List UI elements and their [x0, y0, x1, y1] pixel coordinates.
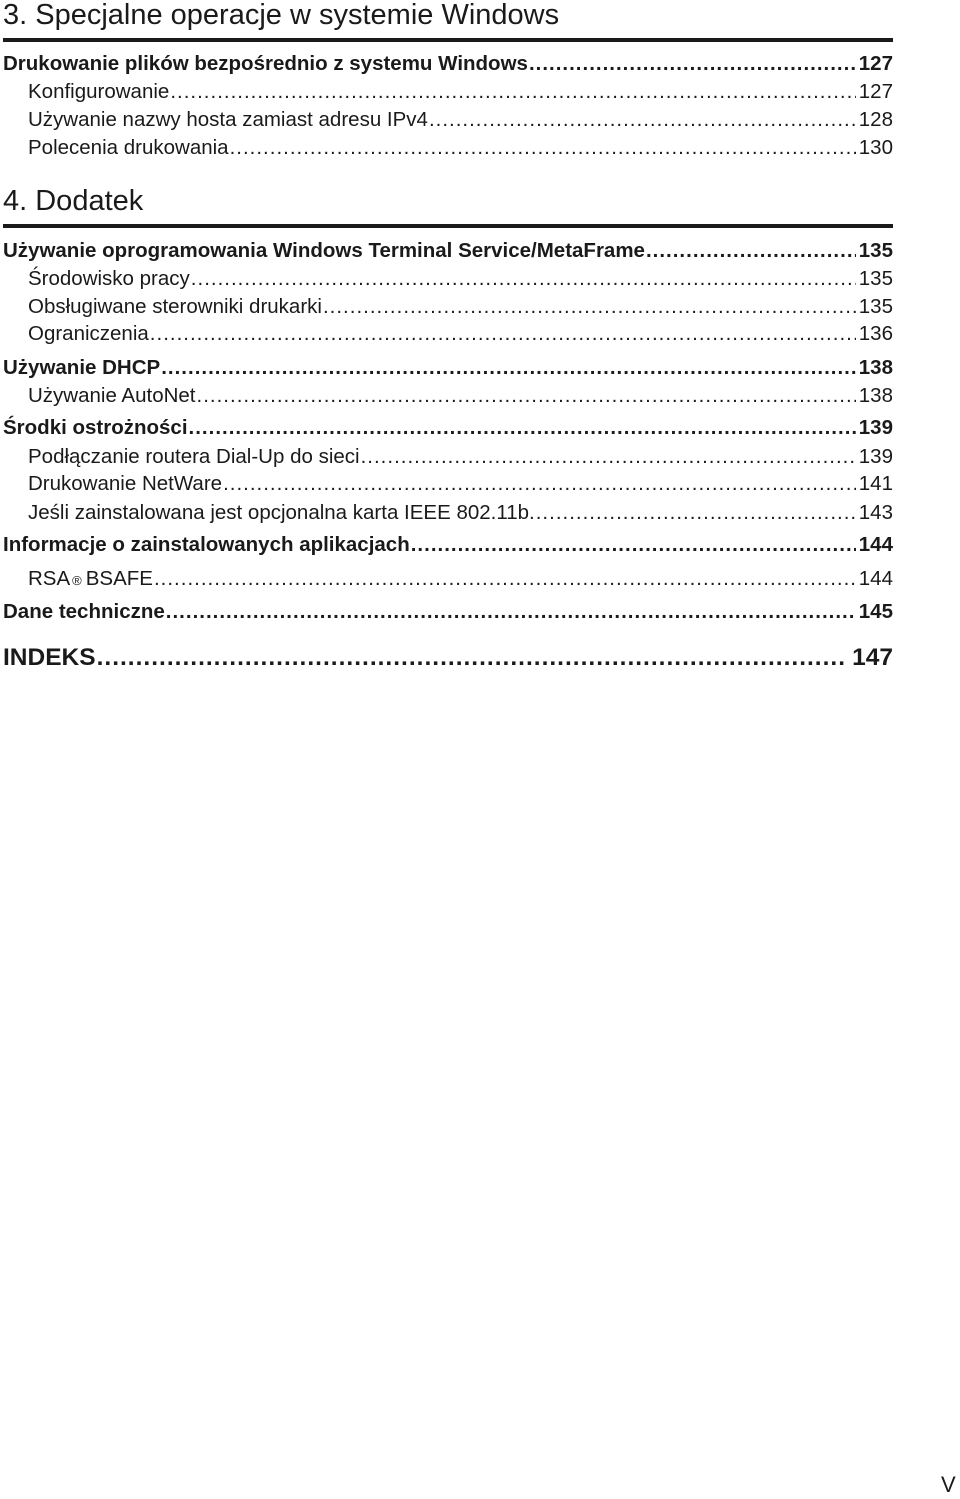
chapter-title: 4. Dodatek [3, 185, 144, 217]
toc-entry[interactable] [3, 533, 893, 557]
dot-leader [536, 501, 856, 525]
toc-page-number: 139 [858, 416, 893, 439]
toc-entry-index[interactable] [3, 644, 893, 672]
dot-leader [150, 322, 856, 346]
toc-entry[interactable] [3, 239, 893, 263]
toc-entry[interactable] [28, 384, 893, 408]
toc-entry-text: Używanie oprogramowania Windows Terminal Service/MetaFrame [3, 239, 645, 262]
dot-leader [161, 356, 856, 380]
toc-entry-text: INDEKS [3, 644, 96, 671]
dot-leader [230, 136, 856, 160]
toc-page-number: 135 [858, 295, 893, 318]
toc-entry[interactable] [28, 108, 893, 132]
toc-entry[interactable] [3, 356, 893, 380]
dot-leader [411, 533, 856, 557]
toc-page-number: 128 [858, 108, 893, 131]
toc-page-number: 130 [858, 136, 893, 159]
toc-entry[interactable]: RSA ® BSAFE ..... 144 [28, 567, 893, 591]
chapter-rule [3, 224, 893, 228]
dot-leader [529, 52, 856, 76]
toc-entry-text: Ograniczenia [28, 322, 149, 345]
toc-entry-text: Używanie DHCP [3, 356, 161, 379]
chapter-title: 3. Specjalne operacje w systemie Windows [3, 0, 560, 31]
toc-entry-text: Polecenia drukowania [28, 136, 229, 159]
dot-leader [97, 644, 847, 672]
chapter-rule [3, 38, 893, 42]
toc-entry[interactable] [28, 295, 893, 319]
toc-entry[interactable] [3, 600, 893, 624]
toc-entry-text: Obsługiwane sterowniki drukarki [28, 295, 322, 318]
toc-page-number: 138 [858, 384, 893, 407]
toc-entry[interactable] [28, 80, 893, 104]
toc-entry-text: Informacje o zainstalowanych aplikacjach [3, 533, 410, 556]
toc-page-number: 144 [858, 567, 893, 590]
toc-page-number: 127 [858, 80, 893, 103]
dot-leader [189, 416, 856, 440]
dot-leader [197, 384, 856, 408]
toc-entry[interactable] [28, 501, 893, 525]
toc-entry[interactable] [3, 52, 893, 76]
toc-page-number: 136 [858, 322, 893, 345]
chapter-3-heading [3, 0, 893, 42]
dot-leader [323, 295, 856, 319]
dot-leader [646, 239, 856, 263]
toc-entry-text: Jeśli zainstalowana jest opcjonalna karta IEEE 802.11b. [28, 501, 535, 524]
toc-page-number: 135 [858, 239, 893, 262]
toc-entry-text: Środki ostrożności [3, 416, 188, 439]
toc-entry[interactable] [3, 416, 893, 440]
dot-leader [154, 567, 856, 591]
toc-entry-text: Drukowanie plików bezpośrednio z systemu Windows [3, 52, 528, 75]
toc-entry[interactable] [28, 445, 893, 469]
dot-leader [166, 600, 856, 624]
dot-leader [191, 267, 856, 291]
toc-entry-text: Dane techniczne [3, 600, 165, 623]
toc-page-number: 147 [852, 644, 893, 671]
dot-leader [223, 472, 856, 496]
toc-entry-text: Podłączanie routera Dial-Up do sieci [28, 445, 360, 468]
toc-entry-text-after: BSAFE [85, 567, 153, 590]
toc-page-number: 135 [858, 267, 893, 290]
toc-page-number: 139 [858, 445, 893, 468]
toc-entry-text: Używanie AutoNet [28, 384, 196, 407]
toc-entry[interactable] [28, 322, 893, 346]
toc-page-number: 144 [858, 533, 893, 556]
toc-entry-text: Drukowanie NetWare [28, 472, 223, 495]
page-folio: V [941, 1472, 956, 1497]
toc-page-number: 143 [858, 501, 893, 524]
toc-entry[interactable] [28, 267, 893, 291]
toc-page-number: 145 [858, 600, 893, 623]
toc-entry-text: Używanie nazwy hosta zamiast adresu IPv4 [28, 108, 428, 131]
toc-page-number: 138 [858, 356, 893, 379]
toc-page-number: 141 [858, 472, 893, 495]
toc-entry[interactable] [28, 136, 893, 160]
dot-leader [361, 445, 856, 469]
toc-entry-text: Środowisko pracy [28, 267, 190, 290]
toc-entry-text: Konfigurowanie [28, 80, 170, 103]
dot-leader [170, 80, 855, 104]
toc-page-number: 127 [858, 52, 893, 75]
toc-entry[interactable] [28, 472, 893, 496]
dot-leader [429, 108, 856, 132]
toc-entry-text: RSA [28, 567, 71, 590]
chapter-4-heading [3, 186, 893, 228]
